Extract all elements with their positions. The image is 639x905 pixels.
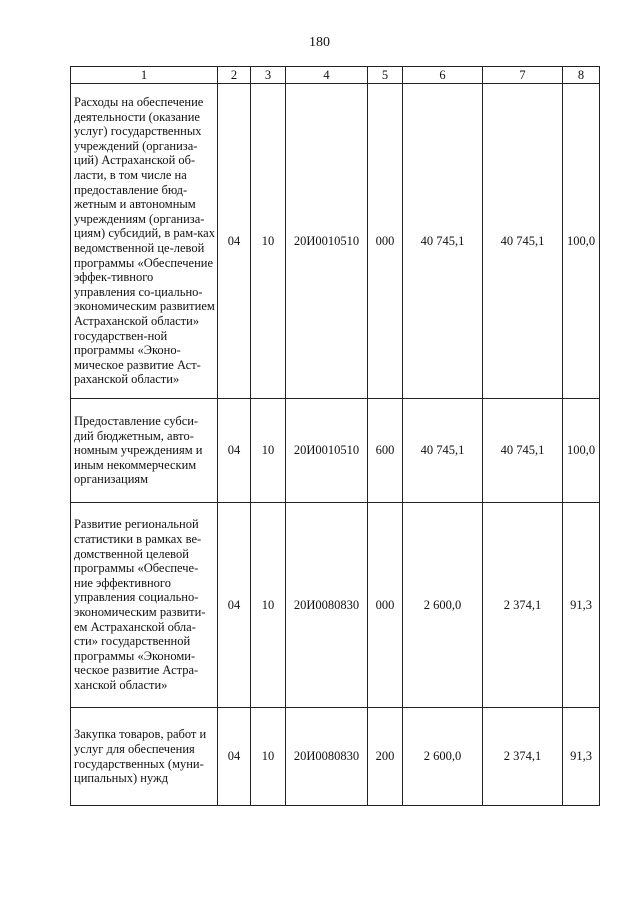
cell-percent: 91,3 (563, 708, 600, 806)
cell-expense-type: 200 (368, 708, 403, 806)
cell-planned: 40 745,1 (403, 399, 483, 503)
cell-target-article: 20И0010510 (286, 399, 368, 503)
table-header-row (71, 67, 600, 84)
page-number: 180 (309, 35, 330, 50)
cell-executed: 40 745,1 (483, 84, 563, 399)
column-header: 6 (403, 67, 483, 84)
row-description-text: Предоставление субси-дий бюджетным, авто-номным учреждениям и иным некоммерческим организациям (74, 414, 203, 487)
row-description-text: Расходы на обеспечение деятельности (оказание услуг) государственных учреждений (организа-ций) Астраханской об-ласти, в том числе на предоставление бюд-жетным и автономным учреждениям (организа-циям) субсидий, в рам-ках ведомственной це-левой программы «Обеспечение эффек-тивного управления со-циально-экономическим развитием Астраханской области» государствен-ной программы «Эконо-мическое развитие Аст-раханской области» (74, 95, 215, 387)
cell-expense-type: 000 (368, 84, 403, 399)
cell-percent: 100,0 (563, 84, 600, 399)
column-header: 3 (251, 67, 286, 84)
cell-subsection: 10 (251, 708, 286, 806)
column-header: 1 (71, 67, 218, 84)
cell-planned: 2 600,0 (403, 708, 483, 806)
cell-section: 04 (218, 399, 251, 503)
cell-target-article: 20И0080830 (286, 503, 368, 708)
table-row (71, 84, 600, 399)
row-description (71, 399, 218, 503)
table-row (71, 399, 600, 503)
row-description-text: Закупка товаров, работ и услуг для обеспечения государственных (муни-ципальных) нужд (74, 727, 207, 786)
budget-table (70, 66, 600, 806)
column-header: 7 (483, 67, 563, 84)
row-description (71, 84, 218, 399)
cell-executed: 40 745,1 (483, 399, 563, 503)
row-description-text: Развитие региональной статистики в рамках ве-домственной целевой программы «Обеспече-ние эффективного управления социально-экономическим развити-ем Астраханской обла-сти» государственной программы «Экономи-ческое развитие Астра-ханской области» (74, 517, 206, 692)
cell-expense-type: 600 (368, 399, 403, 503)
cell-target-article: 20И0010510 (286, 84, 368, 399)
cell-subsection: 10 (251, 84, 286, 399)
cell-expense-type: 000 (368, 503, 403, 708)
column-header: 2 (218, 67, 251, 84)
column-header: 8 (563, 67, 600, 84)
cell-percent: 91,3 (563, 503, 600, 708)
cell-section: 04 (218, 503, 251, 708)
table-row (71, 503, 600, 708)
cell-subsection: 10 (251, 503, 286, 708)
cell-target-article: 20И0080830 (286, 708, 368, 806)
cell-subsection: 10 (251, 399, 286, 503)
row-description (71, 503, 218, 708)
cell-planned: 40 745,1 (403, 84, 483, 399)
column-header: 5 (368, 67, 403, 84)
cell-planned: 2 600,0 (403, 503, 483, 708)
row-description (71, 708, 218, 806)
cell-section: 04 (218, 708, 251, 806)
cell-percent: 100,0 (563, 399, 600, 503)
cell-section: 04 (218, 84, 251, 399)
cell-executed: 2 374,1 (483, 503, 563, 708)
table-row (71, 708, 600, 806)
cell-executed: 2 374,1 (483, 708, 563, 806)
column-header: 4 (286, 67, 368, 84)
